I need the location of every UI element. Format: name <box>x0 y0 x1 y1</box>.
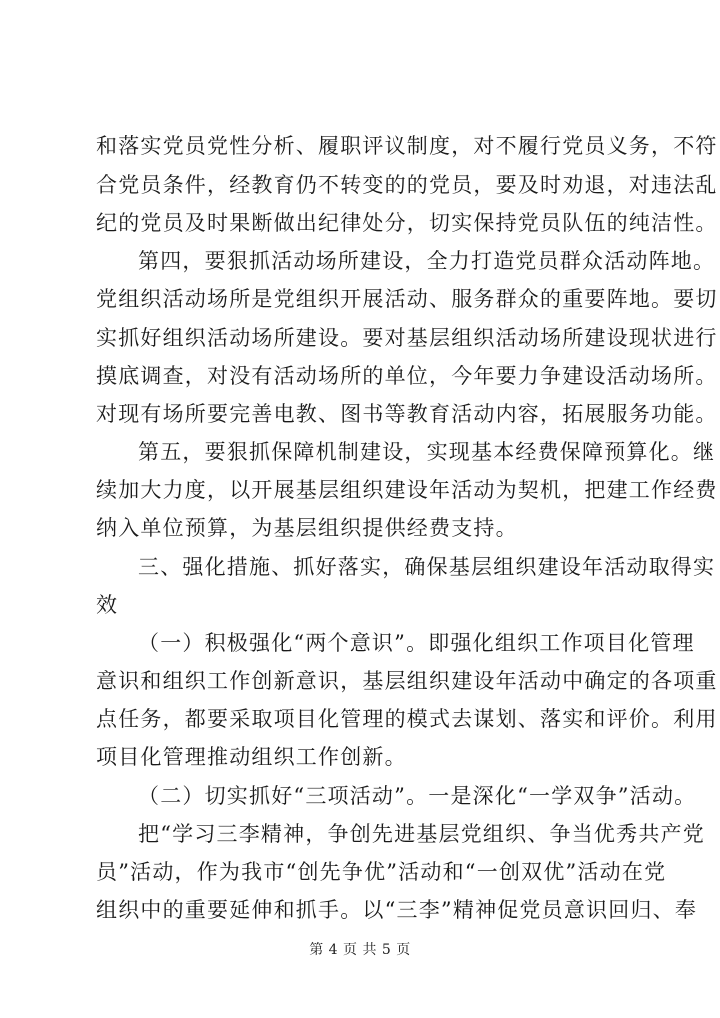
text-line-17: 项目化管理推动组织工作创新。 <box>96 745 407 769</box>
text-line-10: 续加大力度，以开展基层组织建设年活动为契机，把建工作经费 <box>96 478 718 502</box>
text-line-19: 把“学习三李精神，争创先进基层党组织、争当优秀共产党 <box>138 822 705 846</box>
text-line-9: 第五，要狠抓保障机制建设，实现基本经费保障预算化。继 <box>138 440 716 464</box>
section-heading-3-cont: 效 <box>96 593 119 617</box>
text-line-2: 合党员条件，经教育仍不转变的的党员，要及时劝退，对违法乱 <box>96 173 718 197</box>
text-line-8: 对现有场所要完善电教、图书等教育活动内容，拓展服务功能。 <box>96 402 718 426</box>
text-line-4: 第四，要狠抓活动场所建设，全力打造党员群众活动阵地。 <box>138 249 716 273</box>
text-line-16: 点任务，都要采取项目化管理的模式去谋划、落实和评价。利用 <box>96 707 718 731</box>
section-heading-3: 三、强化措施、抓好落实，确保基层组织建设年活动取得实 <box>138 555 716 579</box>
text-line-1: 和落实党员党性分析、履职评议制度，对不履行党员义务，不符 <box>96 134 718 158</box>
text-line-18: （二）切实抓好“三项活动”。一是深化“一学双争”活动。 <box>138 784 697 808</box>
text-line-20: 员”活动，作为我市“创先争优”活动和“一创双优”活动在党 <box>96 860 667 884</box>
page-footer: 第 4 页 共 5 页 <box>309 942 411 958</box>
text-line-7: 摸底调查，对没有活动场所的单位，今年要力争建设活动场所。 <box>96 364 718 388</box>
text-line-6: 实抓好组织活动场所建设。要对基层组织活动场所建设现状进行 <box>96 326 718 350</box>
text-line-21: 组织中的重要延伸和抓手。以“三李”精神促党员意识回归、奉 <box>96 898 698 922</box>
text-line-5: 党组织活动场所是党组织开展活动、服务群众的重要阵地。要切 <box>96 287 718 311</box>
text-line-14: （一）积极强化“两个意识”。即强化组织工作项目化管理 <box>138 631 695 655</box>
text-line-11: 纳入单位预算，为基层组织提供经费支持。 <box>96 516 518 540</box>
text-line-15: 意识和组织工作创新意识，基层组织建设年活动中确定的各项重 <box>96 669 718 693</box>
text-line-3: 纪的党员及时果断做出纪律处分，切实保持党员队伍的纯洁性。 <box>96 211 718 235</box>
